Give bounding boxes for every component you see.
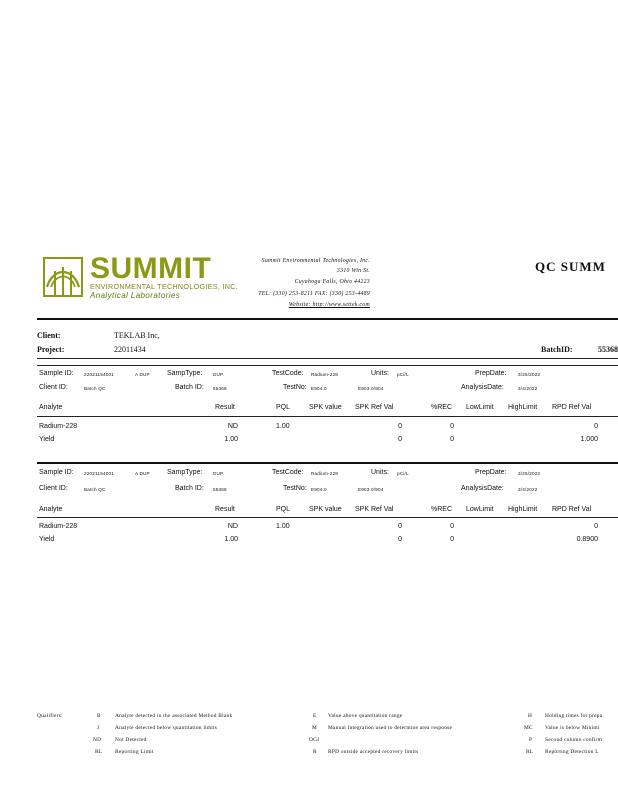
test-no-value: E904.0 — [311, 487, 327, 492]
analyte-cell: Radium-228 — [39, 523, 78, 530]
address-line-city: Cuyahoga Falls, Ohio 44223 — [294, 279, 370, 285]
spk-ref-cell: 0 — [398, 423, 402, 430]
header-top-rule — [37, 318, 618, 320]
rpd-ref-cell: 0 — [594, 423, 598, 430]
result-cell: 1.00 — [224, 536, 238, 543]
client-label: Client: — [37, 331, 61, 340]
test-code-value: Radium-228 — [311, 471, 339, 476]
qualifier-code: R — [313, 749, 317, 755]
analyte-cell: Yield — [39, 536, 55, 543]
rpd-ref-cell: 0.8900 — [576, 536, 598, 543]
batch-id-value: 55368 — [213, 386, 227, 391]
columns-rule — [37, 517, 618, 518]
analyte-cell: Radium-228 — [39, 423, 78, 430]
batch-value: 55368 — [598, 345, 618, 354]
units-value: pCi/L — [397, 471, 409, 476]
spk-ref-cell: 0 — [398, 523, 402, 530]
units-value: pCi/L — [397, 372, 409, 377]
client-id-value: Batch QC — [84, 386, 106, 391]
company-tagline: Analytical Laboratories — [90, 291, 181, 300]
col-rpd-ref-val: RPD Ref Val — [552, 404, 592, 411]
qualifier-text: Manual Integration used to determine area response — [328, 725, 453, 731]
qualifiers-title: Qualifiers: — [37, 713, 63, 719]
analysis-date-value: 3/4/2022 — [518, 487, 538, 492]
analysis-date-label: AnalysisDate: — [461, 384, 504, 391]
analyte-cell: Yield — [39, 436, 55, 443]
client-value: TEKLAB Inc, — [114, 331, 160, 340]
col-spk-ref-val: SPK Ref Val — [355, 506, 394, 513]
sample-id-label: Sample ID: — [39, 469, 74, 476]
units-label: Units: — [371, 370, 389, 377]
col-high-limit: HighLimit — [508, 404, 538, 411]
batch-label: BatchID: — [541, 345, 573, 354]
col-result: Result — [215, 506, 235, 513]
result-cell: ND — [227, 523, 238, 530]
col-result: Result — [215, 404, 235, 411]
col-pql: PQL — [276, 506, 291, 513]
sample-id-label: Sample ID: — [39, 370, 74, 377]
col-spk-value: SPK value — [309, 404, 342, 411]
qualifier-text: Value above quantitation range — [328, 713, 403, 719]
address-line-phone: TEL: (330) 253-8211 FAX: (330) 253-4489 — [258, 291, 370, 297]
qualifier-code: J — [97, 725, 100, 731]
test-no-value-2: E903.0/904 — [358, 386, 384, 391]
sample-id-value: 22021154001 — [84, 471, 114, 476]
dup-label: A DUP — [135, 471, 150, 476]
company-logo-icon — [43, 257, 83, 297]
col-rec: %REC — [431, 404, 453, 411]
client-id-label: Client ID: — [39, 485, 68, 492]
qualifier-code: B — [97, 713, 101, 719]
col-high-limit: HighLimit — [508, 506, 538, 513]
report-title: QC SUMM — [535, 259, 606, 274]
header-bottom-rule — [37, 358, 618, 359]
address-line-website: Website: http://www.settek.com — [288, 302, 370, 308]
qualifier-code: M — [312, 725, 318, 731]
prep-date-value: 3/25/2022 — [518, 471, 541, 476]
test-no-value-2: E903.0/904 — [358, 487, 384, 492]
address-line-street: 3310 Win St. — [336, 268, 370, 274]
result-cell: ND — [227, 423, 238, 430]
qualifier-code: RL — [526, 749, 534, 755]
pql-cell: 1.00 — [276, 523, 290, 530]
block-top-rule — [37, 365, 618, 366]
qualifier-text: Analyte detected below quantitation limits — [115, 725, 218, 731]
batch-id-label: Batch ID: — [175, 384, 204, 391]
rec-cell: 0 — [450, 436, 454, 443]
company-name: SUMMIT — [90, 252, 212, 285]
qualifier-text: Analyte detected in the associated Method Blank — [115, 713, 233, 719]
client-id-value: Batch QC — [84, 487, 106, 492]
samp-type-label: SampType: — [167, 469, 203, 476]
spk-ref-cell: 0 — [398, 436, 402, 443]
qualifier-text: Value is below Minimi — [545, 725, 600, 731]
test-code-label: TestCode: — [272, 469, 304, 476]
col-low-limit: LowLimit — [466, 404, 494, 411]
dup-label: A DUP — [135, 372, 150, 377]
col-rpd-ref-val: RPD Ref Val — [552, 506, 592, 513]
rec-cell: 0 — [450, 523, 454, 530]
project-value: 22011434 — [114, 345, 146, 354]
rec-cell: 0 — [450, 423, 454, 430]
block-top-rule — [37, 462, 618, 464]
columns-rule — [37, 416, 618, 417]
col-analyte: Analyte — [39, 506, 63, 513]
pql-cell: 1.00 — [276, 423, 290, 430]
analysis-date-label: AnalysisDate: — [461, 485, 504, 492]
units-label: Units: — [371, 469, 389, 476]
qualifier-text: Not Detected — [115, 737, 147, 743]
batch-id-label: Batch ID: — [175, 485, 204, 492]
rpd-ref-cell: 1.000 — [580, 436, 598, 443]
result-cell: 1.00 — [224, 436, 238, 443]
col-spk-ref-val: SPK Ref Val — [355, 404, 394, 411]
prep-date-value: 3/25/2022 — [518, 372, 541, 377]
qualifier-text: Reporting Detection L — [545, 749, 599, 755]
rec-cell: 0 — [450, 536, 454, 543]
test-code-value: Radium-228 — [311, 372, 339, 377]
samp-type-value: DUP — [213, 372, 224, 377]
sample-id-value: 22021154001 — [84, 372, 114, 377]
qualifier-code: OGI — [309, 737, 320, 743]
analysis-date-value: 3/4/2022 — [518, 386, 538, 391]
company-subtitle: ENVIRONMENTAL TECHNOLOGIES, INC. — [90, 282, 239, 291]
project-label: Project: — [37, 345, 65, 354]
qualifier-code: P — [529, 737, 533, 743]
spk-ref-cell: 0 — [398, 536, 402, 543]
test-no-label: TestNo: — [283, 384, 307, 391]
qualifier-text: Reporting Limit — [115, 749, 154, 755]
address-line-company: Summit Environmental Technologies, Inc. — [261, 258, 370, 264]
rpd-ref-cell: 0 — [594, 523, 598, 530]
col-rec: %REC — [431, 506, 453, 513]
qualifier-code: H — [528, 713, 533, 719]
col-pql: PQL — [276, 404, 291, 411]
qualifier-code: E — [313, 713, 317, 719]
qualifier-code: ND — [93, 737, 102, 743]
qualifier-code: RL — [95, 749, 103, 755]
qualifier-text: Second column confirm — [545, 737, 603, 743]
col-spk-value: SPK value — [309, 506, 342, 513]
col-analyte: Analyte — [39, 404, 63, 411]
qualifier-code: MC — [524, 725, 533, 731]
test-code-label: TestCode: — [272, 370, 304, 377]
test-no-label: TestNo: — [283, 485, 307, 492]
client-id-label: Client ID: — [39, 384, 68, 391]
prep-date-label: PrepDate: — [475, 370, 507, 377]
col-low-limit: LowLimit — [466, 506, 494, 513]
samp-type-value: DUP — [213, 471, 224, 476]
batch-id-value: 55368 — [213, 487, 227, 492]
prep-date-label: PrepDate: — [475, 469, 507, 476]
test-no-value: E904.0 — [311, 386, 327, 391]
samp-type-label: SampType: — [167, 370, 203, 377]
qualifier-text: RPD outside accepted recovery limits — [328, 749, 419, 755]
qualifier-text: Holding times for prepa — [545, 713, 603, 719]
